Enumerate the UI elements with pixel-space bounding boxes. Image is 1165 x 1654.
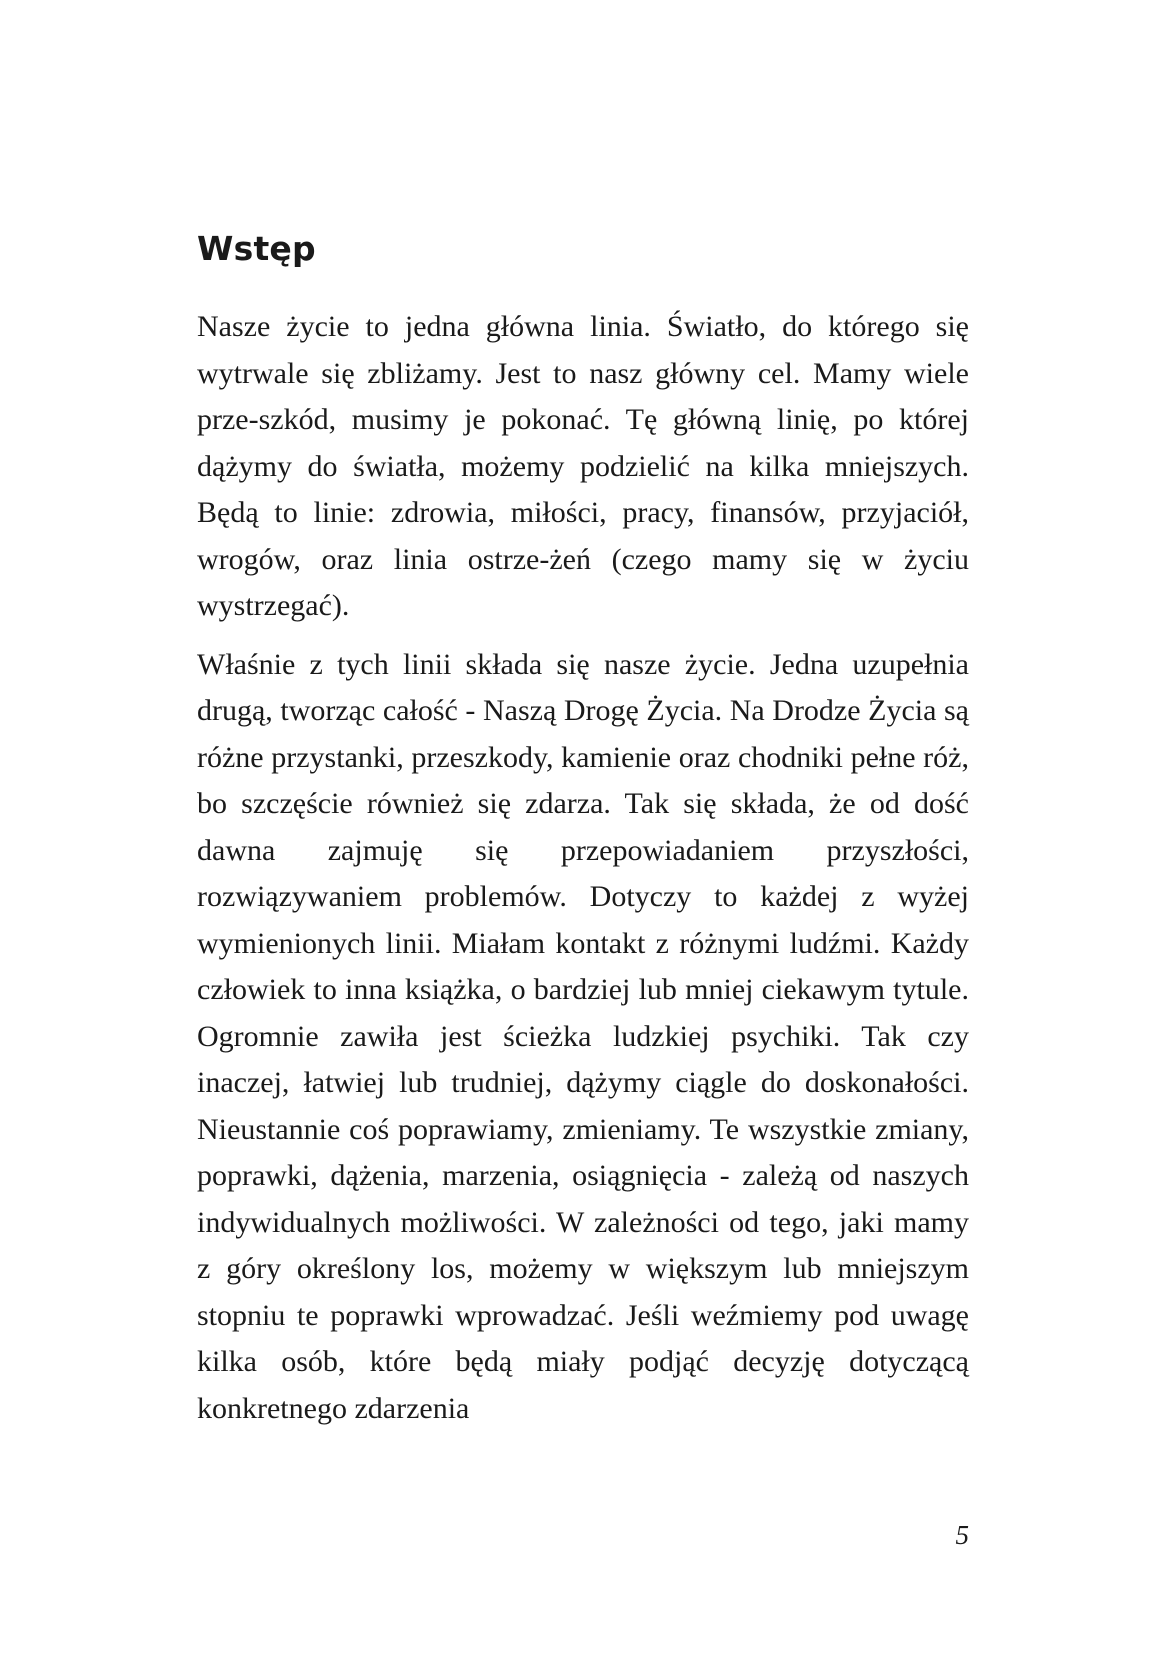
book-page bbox=[197, 0, 969, 1654]
paragraph-2: Właśnie z tych linii składa się nasze życie. Jedna uzupełnia drugą, tworząc całość - Naszą Drogę Życia. Na Drodze Życia są różne przystanki, przeszkody, kamienie oraz chodniki pełne róż, bo szczęście również się zdarza. Tak się składa, że od dość dawna zajmuję się przepowiadaniem przyszłości, rozwiązywaniem problemów. Dotyczy to każdej z wyżej wymienionych linii. Miałam kontakt z różnymi ludźmi. Każdy człowiek to inna książka, o bardziej lub mniej ciekawym tytule. Ogromnie zawiła jest ścieżka ludzkiej psychiki. Tak czy inaczej, łatwiej lub trudniej, dążymy ciągle do doskonałości. Nieustannie coś poprawiamy, zmieniamy. Te wszystkie zmiany, poprawki, dążenia, marzenia, osiągnięcia - zależą od naszych indywidualnych możliwości. W zależności od tego, jaki mamy z góry określony los, możemy w większym lub mniejszym stopniu te poprawki wprowadzać. Jeśli weźmiemy pod uwagę kilka osób, które będą miały podjąć decyzję dotyczącą konkretnego zdarzenia bbox=[197, 647, 969, 1425]
body-text bbox=[197, 304, 969, 1432]
chapter-title: Wstęp bbox=[197, 229, 316, 268]
paragraph-1: Nasze życie to jedna główna linia. Światło, do którego się wytrwale się zbliżamy. Jest to nasz główny cel. Mamy wiele prze-szkód, musimy je pokonać. Tę główną linię, po której dążymy do światła, możemy podzielić na kilka mniejszych. Będą to linie: zdrowia, miłości, pracy, finansów, przyjaciół, wrogów, oraz linia ostrze-żeń (czego mamy się w życiu wystrzegać). bbox=[197, 310, 969, 622]
page-number: 5 bbox=[955, 1520, 969, 1550]
